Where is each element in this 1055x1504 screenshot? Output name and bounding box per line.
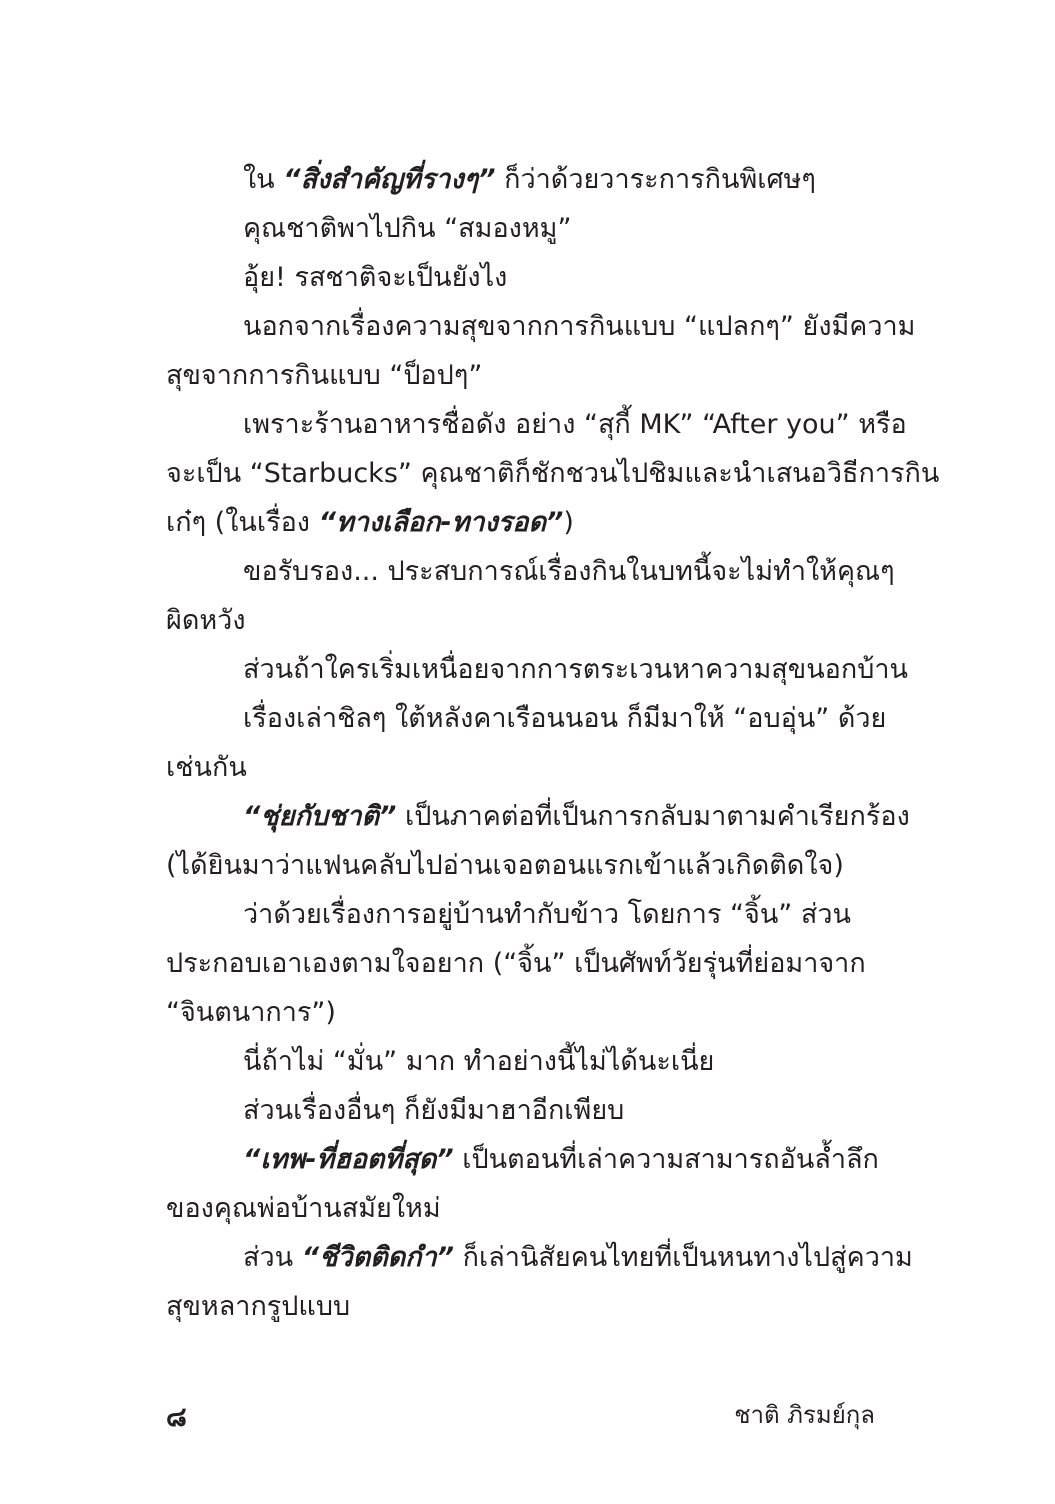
- paragraph-line: เพราะร้านอาหารชื่อดัง อย่าง “สุกี้ MK” “After you” หรือ: [243, 409, 907, 440]
- paragraph-line: ประกอบเอาเองตามใจอยาก (“จิ้น” เป็นศัพท์วัยรุ่นที่ย่อมาจาก: [166, 948, 866, 979]
- paragraph-line: เรื่องเล่าชิลๆ ใต้หลังคาเรือนนอน ก็มีมาให้ “อบอุ่น” ด้วย: [243, 703, 887, 734]
- paragraph-line: เก๋ๆ (ในเรื่อง “ทางเลือก-ทางรอด”): [166, 507, 574, 538]
- emphasis-title: “ชุ่ยกับชาติ”: [243, 801, 397, 832]
- paragraph-line: (ได้ยินมาว่าแฟนคลับไปอ่านเจอตอนแรกเข้าแล้วเกิดติดใจ): [166, 850, 844, 881]
- emphasis-title: “สิ่งสำคัญที่รางๆ”: [283, 164, 496, 195]
- paragraph-line: ขอรับรอง... ประสบการณ์เรื่องกินในบทนี้จะไม่ทำให้คุณๆ: [243, 556, 895, 587]
- paragraph-line: นอกจากเรื่องความสุขจากการกินแบบ “แปลกๆ” ยังมีความ: [243, 311, 916, 342]
- paragraph-line: ส่วน “ชีวิตติดกำ” ก็เล่านิสัยคนไทยที่เป็นหนทางไปสู่ความ: [243, 1242, 913, 1273]
- emphasis-title: “ทางเลือก-ทางรอด”: [318, 507, 564, 538]
- paragraph-line: จะเป็น “Starbucks” คุณชาติก็ชักชวนไปชิมและนำเสนอวิธีการกิน: [166, 458, 940, 489]
- paragraph-line: สุขหลากรูปแบบ: [166, 1291, 351, 1322]
- paragraph-line: “จินตนาการ”): [166, 997, 336, 1028]
- author-name: ชาติ ภิรมย์กุล: [734, 1401, 875, 1429]
- paragraph-line: ผิดหวัง: [166, 605, 246, 636]
- paragraph-line: ว่าด้วยเรื่องการอยู่บ้านทำกับข้าว โดยการ “จิ้น” ส่วน: [243, 899, 851, 930]
- paragraph-line: สุขจากการกินแบบ “ป็อปๆ”: [166, 360, 483, 391]
- paragraph-line: ของคุณพ่อบ้านสมัยใหม่: [166, 1193, 441, 1224]
- paragraph-line: นี่ถ้าไม่ “มั่น” มาก ทำอย่างนี้ไม่ได้นะเนี่ย: [243, 1046, 715, 1077]
- paragraph-line: ส่วนถ้าใครเริ่มเหนื่อยจากการตระเวนหาความสุขนอกบ้าน: [243, 654, 908, 685]
- paragraph-line: อุ้ย! รสชาติจะเป็นยังไง: [243, 262, 508, 293]
- paragraph-line: “ชุ่ยกับชาติ” เป็นภาคต่อที่เป็นการกลับมาตามคำเรียกร้อง: [243, 801, 910, 832]
- emphasis-title: “ชีวิตติดกำ”: [301, 1242, 455, 1273]
- paragraph-line: เช่นกัน: [166, 752, 247, 783]
- emphasis-title: “เทพ-ที่ฮอตที่สุด”: [243, 1144, 454, 1175]
- paragraph-line: “เทพ-ที่ฮอตที่สุด” เป็นตอนที่เล่าความสามารถอันล้ำลึก: [243, 1144, 879, 1175]
- paragraph-line: ส่วนเรื่องอื่นๆ ก็ยังมีมาฮาอีกเพียบ: [243, 1095, 625, 1126]
- paragraph-line: ใน “สิ่งสำคัญที่รางๆ” ก็ว่าด้วยวาระการกินพิเศษๆ: [243, 164, 816, 195]
- page-number: ๘: [166, 1402, 187, 1433]
- paragraph-line: คุณชาติพาไปกิน “สมองหมู”: [243, 213, 572, 244]
- body-text: [166, 155, 940, 1331]
